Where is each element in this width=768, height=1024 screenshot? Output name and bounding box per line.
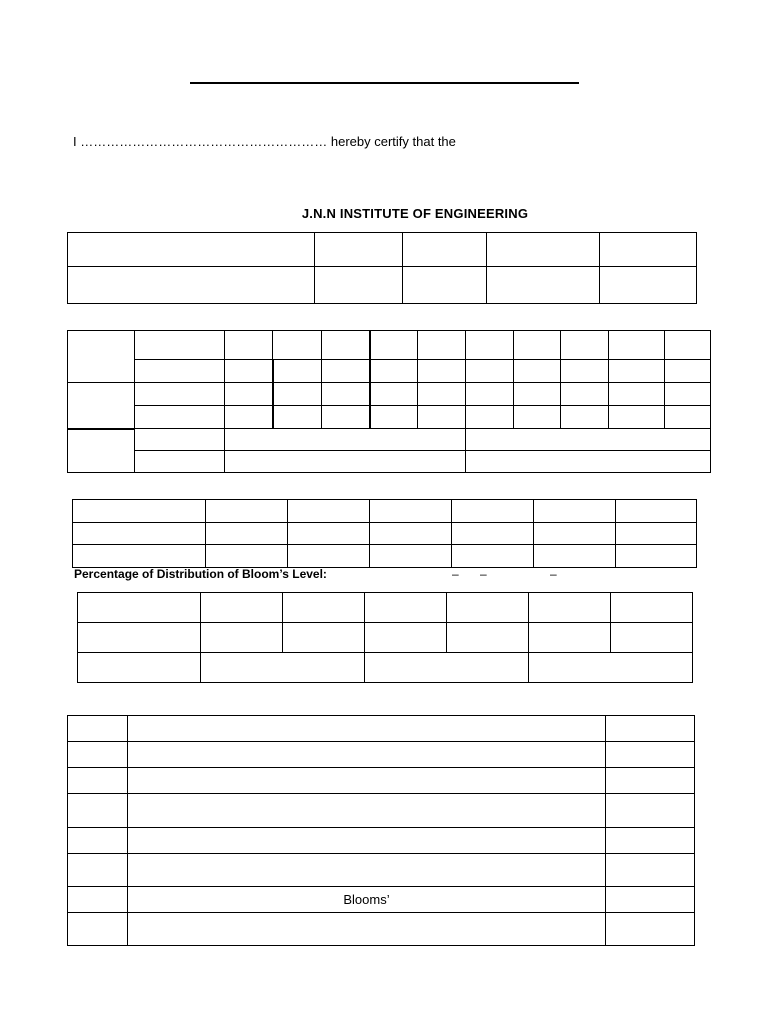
table-cell bbox=[68, 716, 128, 742]
table-cell bbox=[611, 623, 693, 653]
blooms-count-table bbox=[72, 499, 697, 568]
table-cell bbox=[466, 360, 514, 383]
table-cell bbox=[534, 523, 616, 545]
table-cell bbox=[78, 653, 201, 683]
table-cell bbox=[288, 545, 370, 568]
table-cell bbox=[370, 523, 452, 545]
table-cell bbox=[73, 500, 206, 523]
table-cell bbox=[606, 742, 695, 768]
table-cell bbox=[322, 360, 370, 383]
table-cell bbox=[273, 360, 322, 383]
table-cell bbox=[68, 233, 315, 267]
table-cell bbox=[403, 267, 487, 304]
table-cell bbox=[322, 383, 370, 406]
table-cell bbox=[370, 545, 452, 568]
blooms-cell: Blooms’ bbox=[128, 887, 606, 913]
table-cell bbox=[206, 523, 288, 545]
table-cell bbox=[418, 383, 466, 406]
table-cell bbox=[665, 331, 711, 360]
table-cell bbox=[225, 406, 273, 429]
table-cell bbox=[315, 267, 403, 304]
table-cell bbox=[418, 406, 466, 429]
table-cell bbox=[616, 545, 697, 568]
table-cell bbox=[135, 331, 225, 360]
table-cell bbox=[135, 451, 225, 473]
table-cell bbox=[78, 623, 201, 653]
table-cell bbox=[534, 545, 616, 568]
table-cell bbox=[225, 331, 273, 360]
table-cell bbox=[135, 429, 225, 451]
table-cell bbox=[365, 593, 447, 623]
table-cell bbox=[611, 593, 693, 623]
blooms-dash: – bbox=[452, 567, 459, 581]
table-cell bbox=[370, 331, 418, 360]
table-cell bbox=[665, 360, 711, 383]
certification-blank: ………………………………………………… bbox=[80, 134, 328, 149]
table-cell bbox=[288, 500, 370, 523]
table-cell bbox=[561, 360, 609, 383]
table-cell bbox=[370, 383, 418, 406]
blooms-dash: – bbox=[480, 567, 487, 581]
table-cell bbox=[606, 854, 695, 887]
checklist-table bbox=[67, 715, 695, 946]
table-cell bbox=[452, 523, 534, 545]
table-cell bbox=[452, 545, 534, 568]
table-cell bbox=[665, 406, 711, 429]
table-cell bbox=[273, 383, 322, 406]
table-cell bbox=[466, 451, 711, 473]
table-cell bbox=[529, 593, 611, 623]
table-cell bbox=[225, 360, 273, 383]
table-cell bbox=[225, 451, 466, 473]
table-cell bbox=[365, 653, 529, 683]
table-cell bbox=[68, 794, 128, 828]
table-cell bbox=[418, 331, 466, 360]
table-cell bbox=[128, 913, 606, 946]
table-cell bbox=[288, 523, 370, 545]
table-cell bbox=[128, 828, 606, 854]
table-cell bbox=[466, 331, 514, 360]
table-cell bbox=[561, 383, 609, 406]
table-cell bbox=[78, 593, 201, 623]
table-cell bbox=[68, 828, 128, 854]
table-cell bbox=[403, 233, 487, 267]
table-cell bbox=[609, 406, 665, 429]
table-cell bbox=[561, 331, 609, 360]
table-cell bbox=[68, 429, 135, 473]
table-cell bbox=[68, 742, 128, 768]
course-info-table bbox=[67, 232, 697, 304]
table-cell bbox=[128, 794, 606, 828]
table-cell bbox=[514, 360, 561, 383]
table-cell bbox=[370, 360, 418, 383]
table-cell bbox=[447, 623, 529, 653]
table-cell bbox=[466, 406, 514, 429]
table-cell bbox=[606, 913, 695, 946]
table-cell bbox=[201, 593, 283, 623]
blooms-distribution-table bbox=[77, 592, 693, 683]
certification-line bbox=[73, 134, 456, 149]
table-cell bbox=[68, 854, 128, 887]
table-cell bbox=[487, 267, 600, 304]
table-cell bbox=[128, 716, 606, 742]
certification-prefix: I bbox=[73, 134, 77, 149]
table-cell bbox=[73, 545, 206, 568]
table-cell bbox=[201, 623, 283, 653]
table-cell bbox=[283, 623, 365, 653]
institute-name: J.N.N INSTITUTE OF ENGINEERING bbox=[301, 206, 529, 221]
blooms-dash: – bbox=[550, 567, 557, 581]
table-cell bbox=[283, 593, 365, 623]
blooms-distribution-heading: Percentage of Distribution of Bloom’s Level: bbox=[74, 567, 327, 581]
table-cell bbox=[466, 383, 514, 406]
table-cell bbox=[600, 233, 697, 267]
table-cell bbox=[609, 331, 665, 360]
table-cell bbox=[606, 794, 695, 828]
question-marks-table bbox=[67, 330, 711, 473]
table-cell bbox=[315, 233, 403, 267]
table-cell bbox=[447, 593, 529, 623]
table-cell bbox=[514, 406, 561, 429]
certification-suffix: hereby certify that the bbox=[330, 134, 456, 149]
table-cell bbox=[609, 383, 665, 406]
table-cell bbox=[665, 383, 711, 406]
table-cell bbox=[534, 500, 616, 523]
table-cell bbox=[452, 500, 534, 523]
table-cell bbox=[370, 500, 452, 523]
table-cell bbox=[68, 383, 135, 429]
table-cell bbox=[487, 233, 600, 267]
table-cell bbox=[322, 406, 370, 429]
table-cell bbox=[135, 360, 225, 383]
table-cell bbox=[128, 768, 606, 794]
table-cell bbox=[418, 360, 466, 383]
table-cell bbox=[616, 523, 697, 545]
table-cell bbox=[68, 768, 128, 794]
table-cell bbox=[206, 500, 288, 523]
table-cell bbox=[609, 360, 665, 383]
table-cell bbox=[68, 887, 128, 913]
table-cell bbox=[322, 331, 370, 360]
table-cell bbox=[128, 742, 606, 768]
table-cell bbox=[514, 331, 561, 360]
table-cell bbox=[273, 406, 322, 429]
table-cell bbox=[225, 383, 273, 406]
table-cell bbox=[606, 716, 695, 742]
table-cell bbox=[616, 500, 697, 523]
table-cell bbox=[514, 383, 561, 406]
table-cell bbox=[225, 429, 466, 451]
table-cell bbox=[529, 653, 693, 683]
table-cell bbox=[68, 913, 128, 946]
table-cell bbox=[206, 545, 288, 568]
table-cell bbox=[466, 429, 711, 451]
table-cell bbox=[68, 267, 315, 304]
table-cell bbox=[135, 406, 225, 429]
table-cell bbox=[201, 653, 365, 683]
table-cell bbox=[606, 887, 695, 913]
table-cell bbox=[128, 854, 606, 887]
table-cell bbox=[135, 383, 225, 406]
table-cell bbox=[68, 331, 135, 383]
table-cell bbox=[606, 768, 695, 794]
table-cell bbox=[273, 331, 322, 360]
table-cell bbox=[529, 623, 611, 653]
table-cell bbox=[600, 267, 697, 304]
table-cell bbox=[365, 623, 447, 653]
table-cell bbox=[606, 828, 695, 854]
header-rule bbox=[190, 82, 579, 84]
table-cell bbox=[73, 523, 206, 545]
table-cell bbox=[561, 406, 609, 429]
table-cell bbox=[370, 406, 418, 429]
